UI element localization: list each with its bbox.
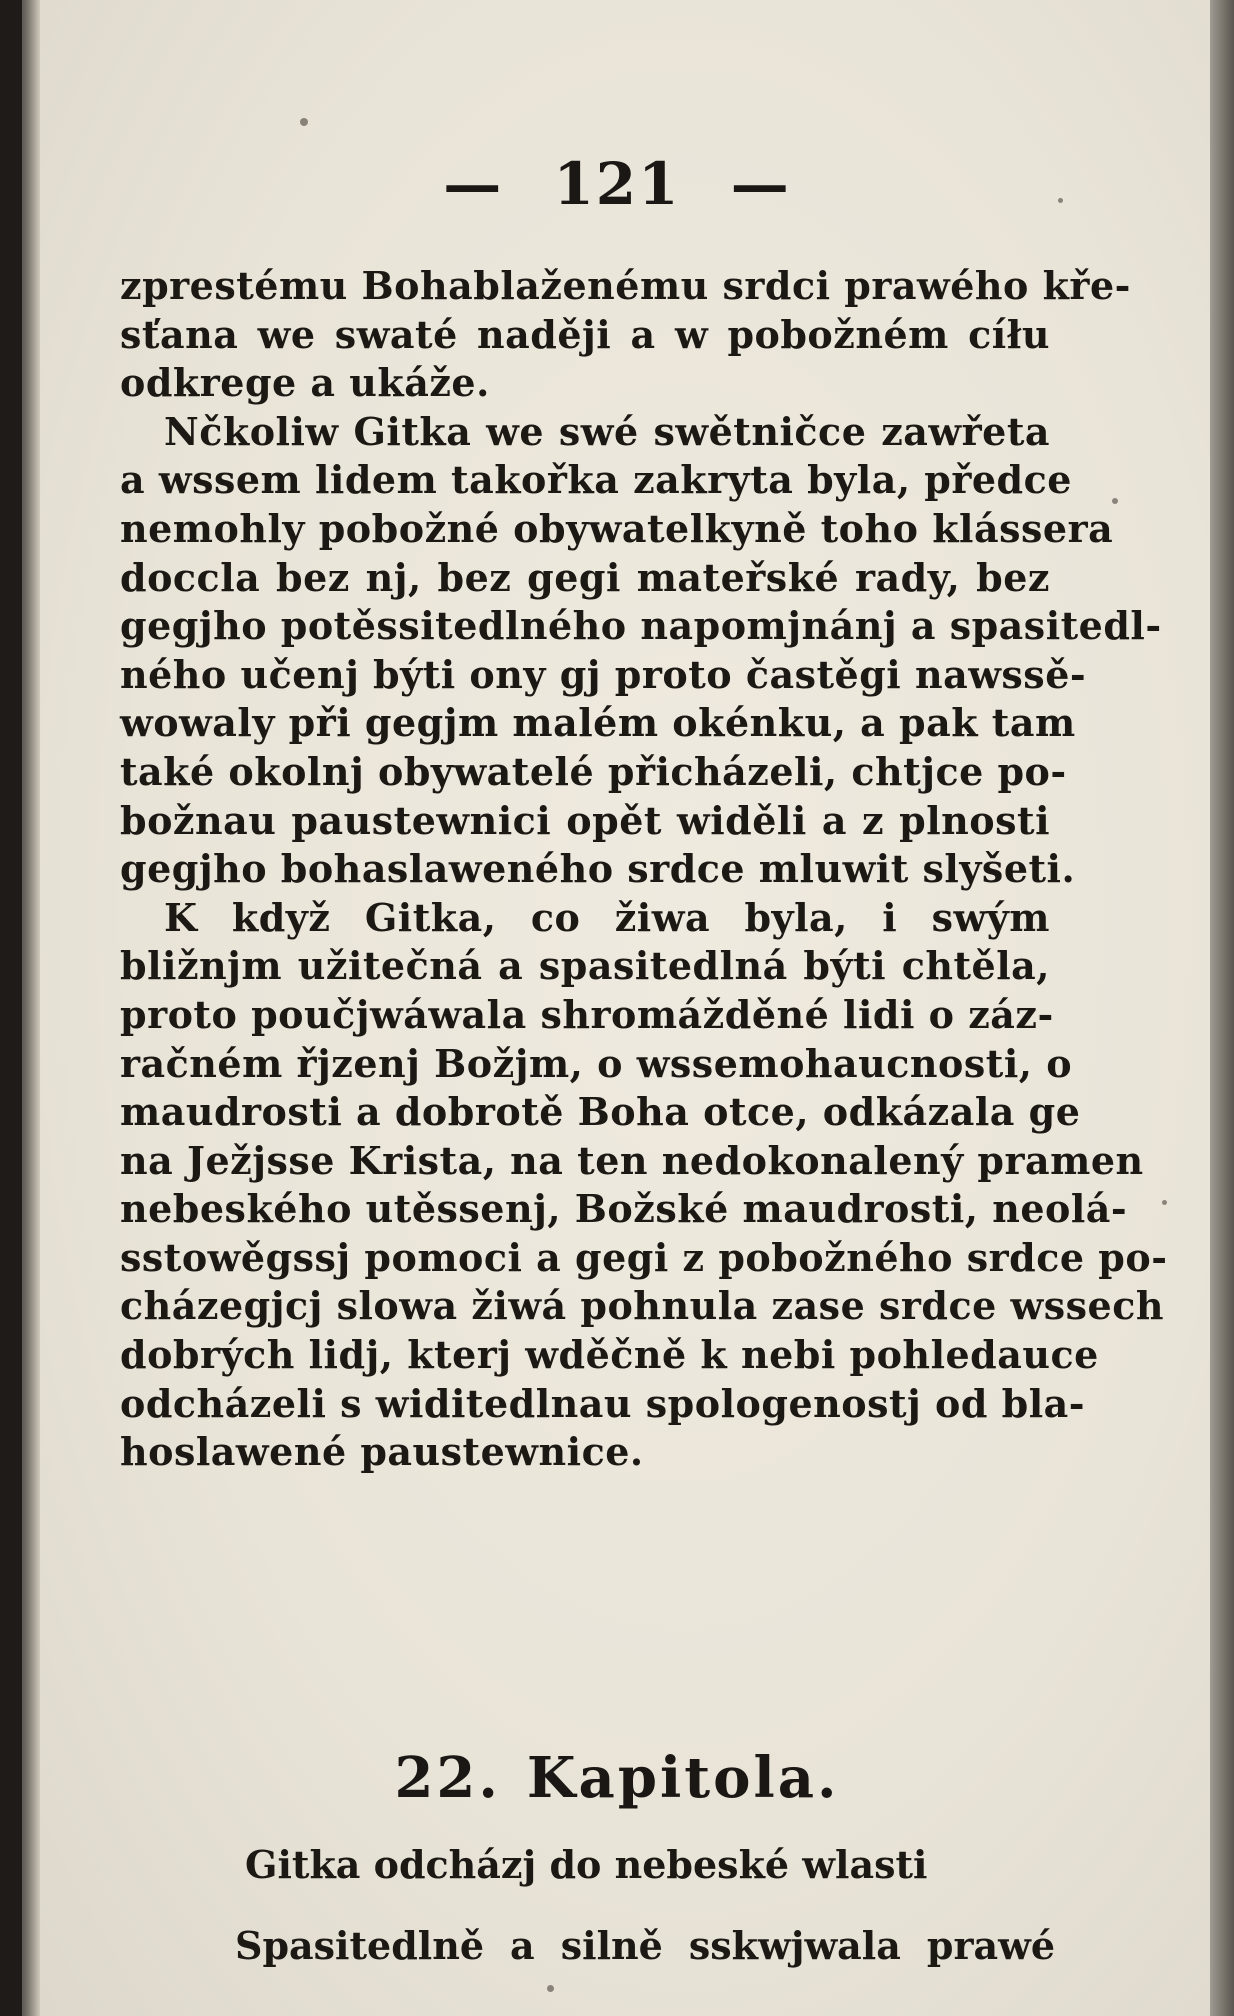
text-line: božnau paustewnici opět widěli a z plnosti — [120, 797, 1050, 843]
print-speck — [547, 1985, 554, 1992]
text-line: dobrých lidj, kterj wděčně k nebi pohledauce — [120, 1332, 1099, 1378]
text-line: K když Gitka, co žiwa byla, i swým — [164, 894, 1050, 940]
text-line: gegjho bohaslaweného srdce mluwit slyšeti. — [120, 846, 1076, 892]
print-speck — [1058, 198, 1063, 203]
text-line: gegjho potěssitedlného napomjnánj a spasitedl- — [120, 603, 1162, 649]
print-speck — [1162, 1200, 1167, 1205]
text-line: také okolnj obywatelé přicházeli, chtjce po- — [120, 748, 1067, 794]
chapter-heading — [0, 1745, 1234, 1811]
page-number: 121 — [553, 150, 681, 218]
text-line: doccla bez nj, bez gegi mateřské rady, bez — [120, 554, 1050, 600]
header-dash-left: — — [443, 150, 504, 218]
continuation-line: Spasitedlně a silně sskwjwala prawé — [235, 1923, 1055, 1968]
page-header — [0, 150, 1234, 218]
text-line: na Ježjsse Krista, na ten nedokonalený pramen — [120, 1137, 1144, 1183]
body-text — [120, 262, 1168, 1477]
text-line: wowaly při gegjm malém okénku, a pak tam — [120, 700, 1076, 746]
text-line: a wssem lidem takořka zakryta byla, předce — [120, 457, 1072, 503]
text-line: bližnjm užitečná a spasitedlná býti chtěla, — [120, 943, 1050, 989]
text-line: cházegjcj slowa žiwá pohnula zase srdce wssech — [120, 1283, 1164, 1329]
text-line: odkrege a ukáže. — [120, 360, 490, 406]
text-line: Nčkoliw Gitka we swé swětničce zawřeta — [164, 408, 1050, 454]
text-line: proto poučjwáwala shromážděné lidi o záz- — [120, 991, 1054, 1037]
text-line: maudrosti a dobrotě Boha otce, odkázala ge — [120, 1089, 1081, 1135]
chapter-title: Kapitola. — [526, 1745, 840, 1811]
text-line: nemohly pobožné obywatelkyně toho klássera — [120, 505, 1114, 551]
text-line: hoslawené paustewnice. — [120, 1429, 644, 1475]
chapter-number: 22. — [394, 1745, 501, 1811]
text-line: sťana we swaté naději a w pobožném cíłu — [120, 311, 1050, 357]
book-gutter-shadow — [0, 0, 22, 2016]
header-dash-right: — — [730, 150, 791, 218]
text-line: račném řjzenj Božjm, o wssemohaucnosti, o — [120, 1040, 1073, 1086]
print-speck — [300, 118, 308, 126]
chapter-summary: Gitka odcházj do nebeské wlasti — [245, 1842, 928, 1887]
text-line: ného učenj býti ony gj proto častěgi nawssě- — [120, 651, 1087, 697]
text-line: zprestému Bohablaženému srdci prawého kře- — [120, 263, 1131, 308]
print-speck — [1112, 498, 1118, 504]
text-line: nebeského utěssenj, Božské maudrosti, neolá- — [120, 1186, 1128, 1232]
text-line: odcházeli s widitedlnau spologenostj od bla- — [120, 1380, 1086, 1426]
text-line: sstowěgssj pomoci a gegi z pobožného srdce po- — [120, 1234, 1168, 1280]
